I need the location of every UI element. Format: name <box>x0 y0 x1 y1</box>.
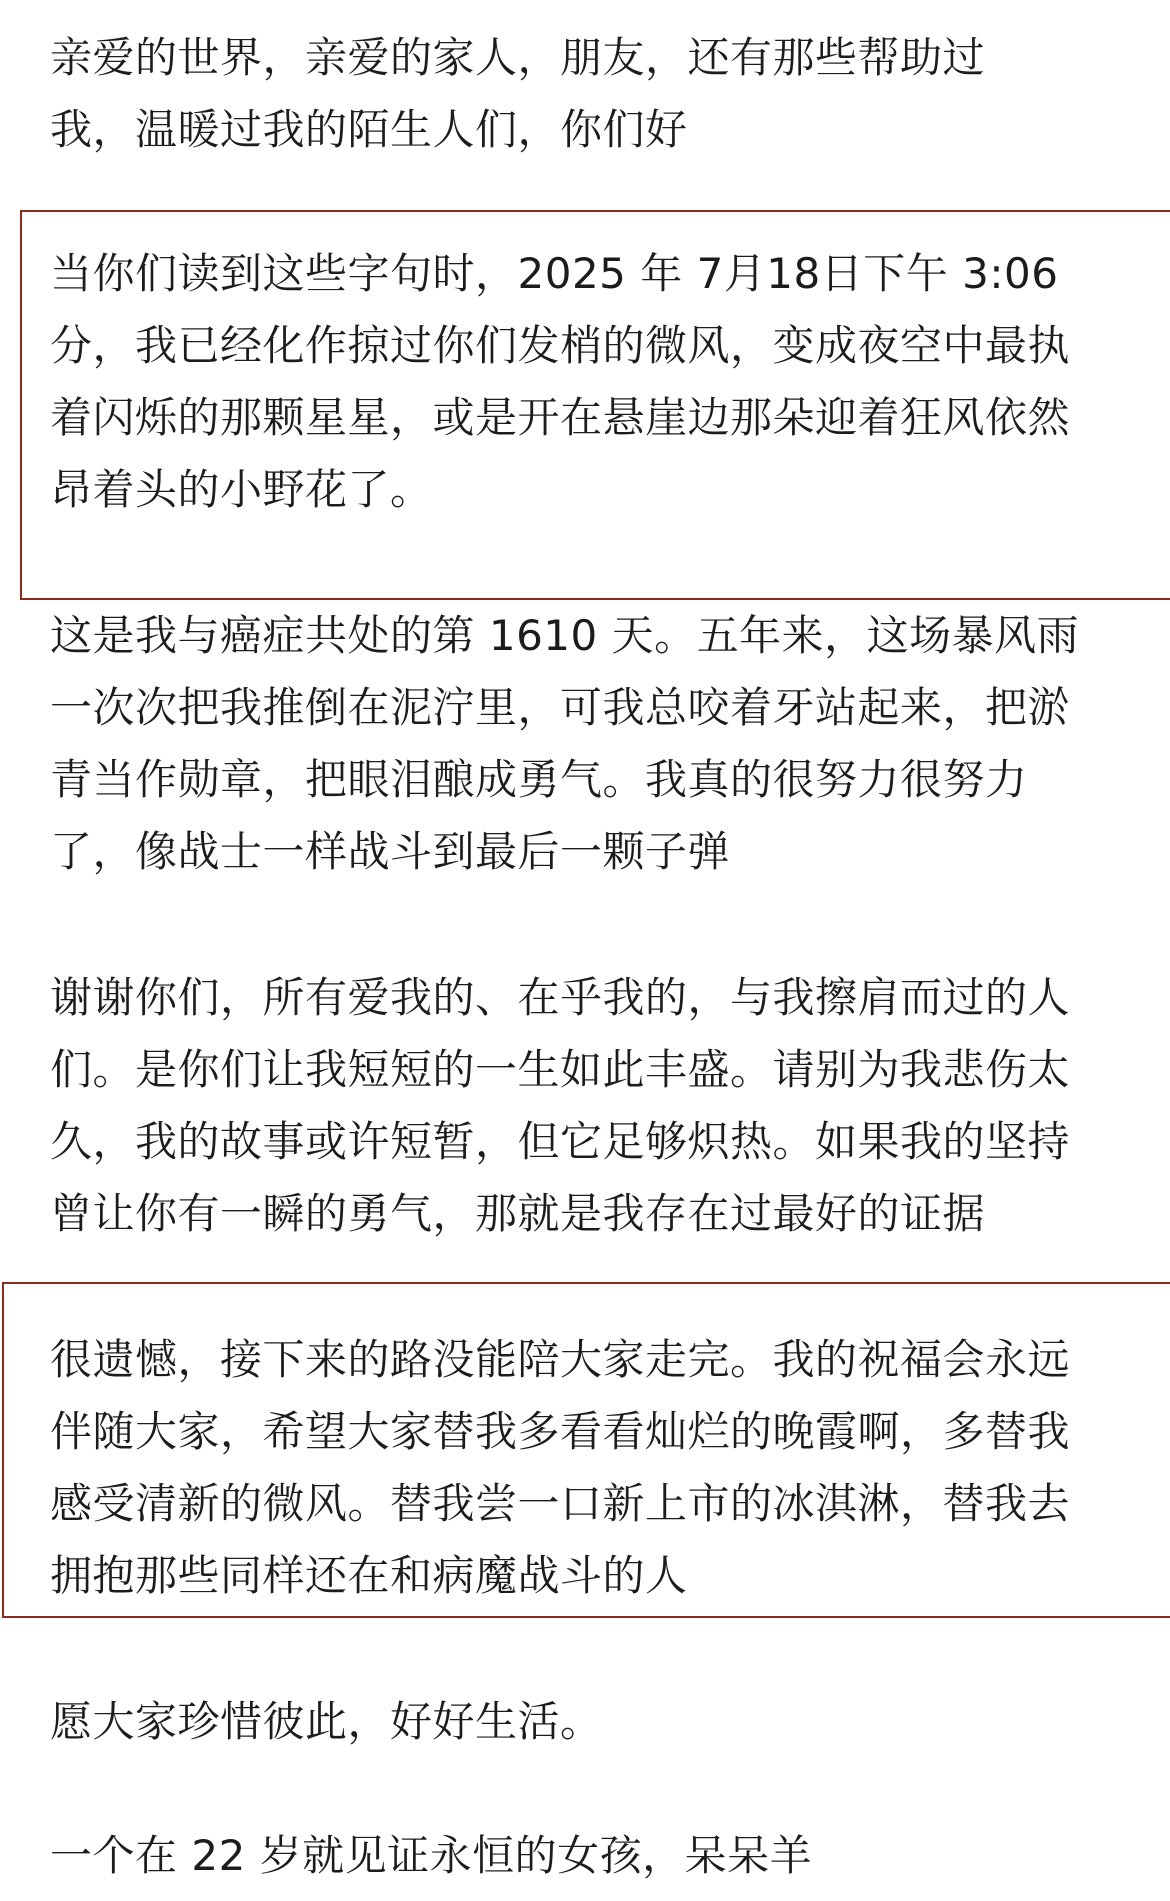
signature <box>50 1820 1120 1892</box>
text-line: 这是我与癌症共处的第 1610 天。五年来，这场暴风雨 <box>50 611 1080 660</box>
text-line: 着闪烁的那颗星星，或是开在悬崖边那朵迎着狂风依然 <box>50 393 1071 442</box>
text-line: 拥抱那些同样还在和病魔战斗的人 <box>50 1551 688 1600</box>
text-line: 亲爱的世界，亲爱的家人，朋友，还有那些帮助过 <box>50 33 986 82</box>
cancer-paragraph <box>50 600 1120 888</box>
text-line: 昂着头的小野花了。 <box>50 465 433 514</box>
text-line: 谢谢你们，所有爱我的、在乎我的，与我擦肩而过的人 <box>50 973 1071 1022</box>
text-line: 分，我已经化作掠过你们发梢的微风，变成夜空中最执 <box>50 321 1071 370</box>
thanks-paragraph <box>50 962 1120 1250</box>
text-line: 一次次把我推倒在泥泞里，可我总咬着牙站起来，把淤 <box>50 683 1071 732</box>
text-line: 愿大家珍惜彼此，好好生活。 <box>50 1697 603 1746</box>
text-line: 一个在 22 岁就见证永恒的女孩，呆呆羊 <box>50 1831 813 1880</box>
text-line: 我，温暖过我的陌生人们，你们好 <box>50 105 688 154</box>
text-line: 们。是你们让我短短的一生如此丰盛。请别为我悲伤太 <box>50 1045 1071 1094</box>
text-line: 很遗憾，接下来的路没能陪大家走完。我的祝福会永远 <box>50 1335 1071 1384</box>
text-line: 久，我的故事或许短暂，但它足够炽热。如果我的坚持 <box>50 1117 1071 1166</box>
wish-paragraph <box>50 1686 1120 1758</box>
text-line: 青当作勋章，把眼泪酿成勇气。我真的很努力很努力 <box>50 755 1028 804</box>
text-line: 曾让你有一瞬的勇气，那就是我存在过最好的证据 <box>50 1189 986 1238</box>
text-line: 伴随大家，希望大家替我多看看灿烂的晚霞啊，多替我 <box>50 1407 1071 1456</box>
text-line: 了，像战士一样战斗到最后一颗子弹 <box>50 827 731 876</box>
text-line: 感受清新的微风。替我尝一口新上市的冰淇淋，替我去 <box>50 1479 1071 1528</box>
highlighted-paragraph-2 <box>50 1324 1120 1612</box>
highlighted-paragraph-1 <box>50 238 1120 526</box>
greeting-paragraph <box>50 22 1120 166</box>
text-line: 当你们读到这些字句时，2025 年 7月18日下午 3:06 <box>50 249 1059 298</box>
